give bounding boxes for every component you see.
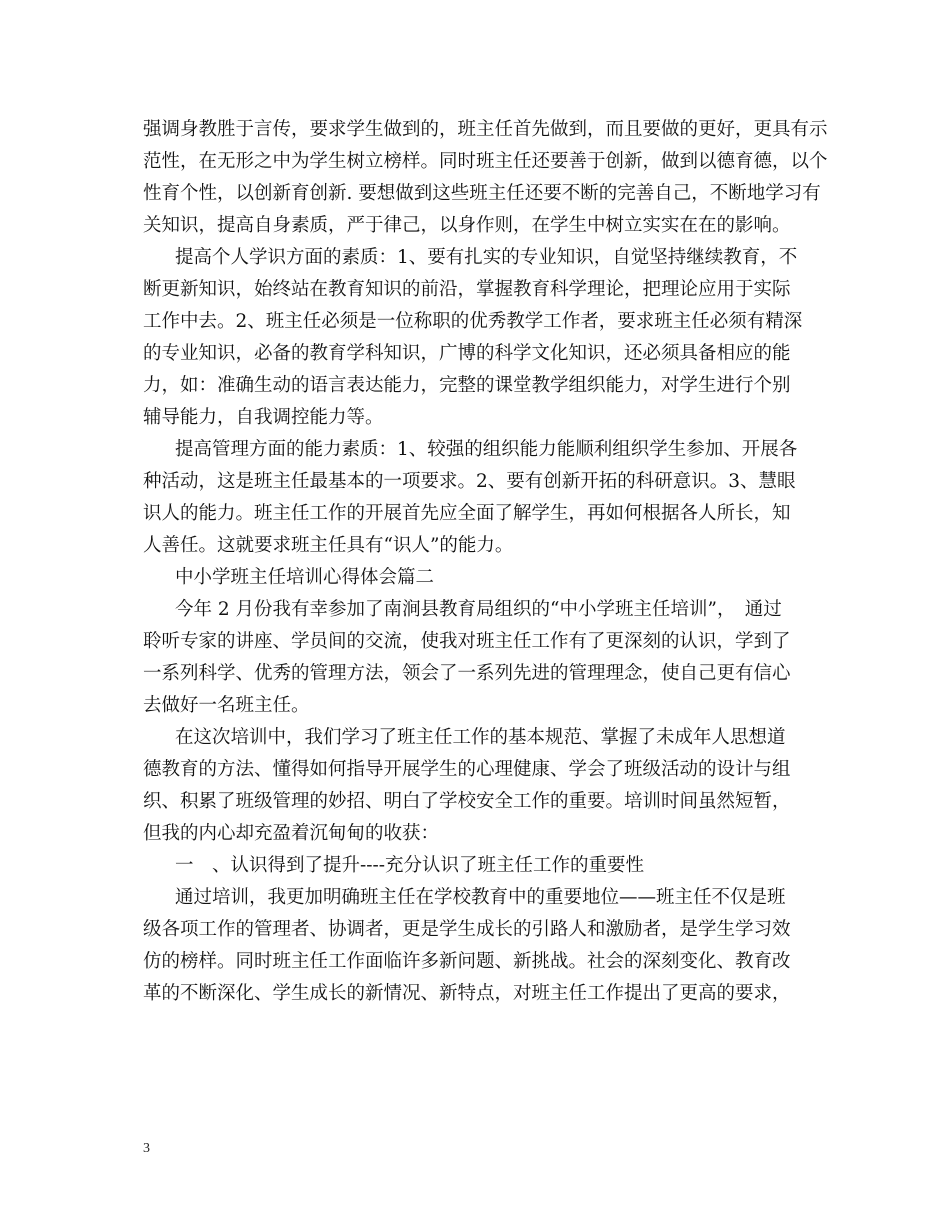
text-line: 织、积累了班级管理的妙招、明白了学校安全工作的重要。培训时间虽然短暂， xyxy=(143,791,791,812)
text-line: 但我的内心却充盈着沉甸甸的收获： xyxy=(143,823,440,844)
text-line: 关知识，提高自身素质，严于律己，以身作则，在学生中树立实实在在的影响。 xyxy=(143,215,791,236)
text-line: 去做好一名班主任。 xyxy=(143,695,310,716)
paragraph-start-line: 提高管理方面的能力素质：1、较强的组织能力能顺利组织学生参加、开展各 xyxy=(175,439,798,460)
page-number: 3 xyxy=(143,1141,150,1156)
document-body xyxy=(143,114,828,1010)
text-line: 辅导能力，自我调控能力等。 xyxy=(143,407,384,428)
paragraph-start-line: 今年 2 月份我有幸参加了南涧县教育局组织的“中小学班主任培训”， 通过 xyxy=(175,599,782,620)
subsection-heading: 一 、认识得到了提升----充分认识了班主任工作的重要性 xyxy=(175,855,645,876)
text-line: 级各项工作的管理者、协调者，更是学生成长的引路人和激励者，是学生学习效 xyxy=(143,919,791,940)
text-line: 强调身教胜于言传，要求学生做到的，班主任首先做到，而且要做的更好，更具有示 xyxy=(143,119,828,140)
text-line: 性育个性，以创新育创新. 要想做到这些班主任还要不断的完善自己，不断地学习有 xyxy=(143,183,821,204)
text-line: 的专业知识，必备的教育学科知识，广博的科学文化知识，还必须具备相应的能 xyxy=(143,343,791,364)
text-line: 仿的榜样。同时班主任工作面临许多新问题、新挑战。社会的深刻变化、教育改 xyxy=(143,951,791,972)
text-line: 聆听专家的讲座、学员间的交流，使我对班主任工作有了更深刻的认识，学到了 xyxy=(143,631,791,652)
text-line: 德教育的方法、懂得如何指导开展学生的心理健康、学会了班级活动的设计与组 xyxy=(143,759,791,780)
text-line: 人善任。这就要求班主任具有“识人”的能力。 xyxy=(143,535,514,556)
text-line: 力，如：准确生动的语言表达能力，完整的课堂教学组织能力，对学生进行个别 xyxy=(143,375,791,396)
text-line: 革的不断深化、学生成长的新情况、新特点，对班主任工作提出了更高的要求， xyxy=(143,983,791,1004)
text-line: 范性，在无形之中为学生树立榜样。同时班主任还要善于创新，做到以德育德，以个 xyxy=(143,151,828,172)
paragraph-start-line: 通过培训，我更加明确班主任在学校教育中的重要地位——班主任不仅是班 xyxy=(175,887,786,908)
text-line: 识人的能力。班主任工作的开展首先应全面了解学生，再如何根据各人所长，知 xyxy=(143,503,791,524)
text-line: 断更新知识，始终站在教育知识的前沿，掌握教育科学理论，把理论应用于实际 xyxy=(143,279,791,300)
text-line: 工作中去。2、班主任必须是一位称职的优秀教学工作者，要求班主任必须有精深 xyxy=(143,311,803,332)
paragraph-start-line: 提高个人学识方面的素质：1、要有扎实的专业知识，自觉坚持继续教育，不 xyxy=(175,247,798,268)
text-line: 种活动，这是班主任最基本的一项要求。2、要有创新开拓的科研意识。3、慧眼 xyxy=(143,471,796,492)
text-line: 一系列科学、优秀的管理方法，领会了一系列先进的管理理念，使自己更有信心 xyxy=(143,663,791,684)
paragraph-start-line: 在这次培训中，我们学习了班主任工作的基本规范、掌握了未成年人思想道 xyxy=(175,727,786,748)
section-heading: 中小学班主任培训心得体会篇二 xyxy=(175,567,435,588)
